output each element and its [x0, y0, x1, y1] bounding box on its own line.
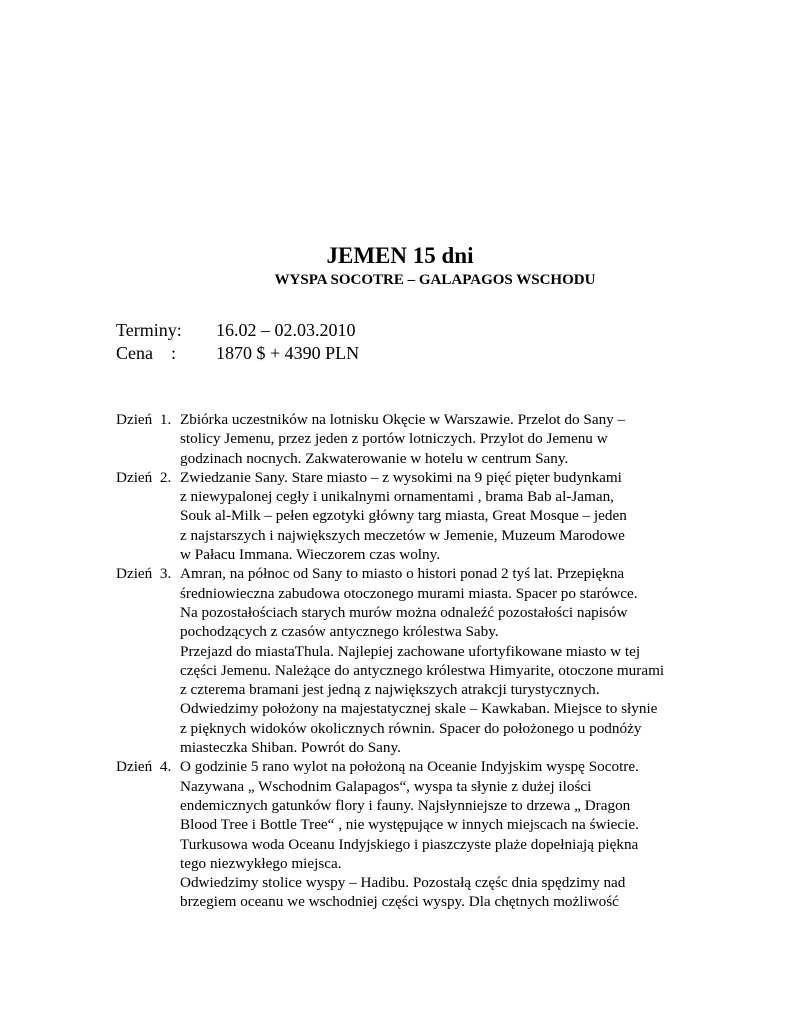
day-text-line: z czterema bramani jest jedną z największych atrakcji turystycznych.: [180, 681, 600, 699]
day-label: Dzień 4.: [116, 758, 172, 776]
itinerary-day: [116, 564, 756, 757]
day-text-line: Odwiedzimy położony na majestatycznej skale – Kawkaban. Miejsce to słynie: [180, 700, 658, 718]
price-value: 1870 $ + 4390 PLN: [216, 343, 360, 363]
day-text-line: części Jemenu. Należące do antycznego królestwa Himyarite, otoczone murami: [180, 661, 665, 679]
day-description: [116, 410, 756, 468]
day-text-line: Zwiedzanie Sany. Stare miasto – z wysokimi na 9 pięć pięter budynkami: [180, 468, 622, 486]
day-text-line: Na pozostałościach starych murów można odnaleźć pozostałości napisów: [180, 603, 628, 621]
terms-label: Terminy:: [116, 320, 182, 340]
day-text-line: godzinach nocnych. Zakwaterowanie w hotelu w centrum Sany.: [180, 449, 569, 467]
day-text-line: endemicznych gatunków flory i fauny. Najsłynniejsze to drzewa „ Dragon: [180, 796, 631, 814]
day-text-line: Odwiedzimy stolice wyspy – Hadibu. Pozostałą częśc dnia spędzimy nad: [180, 874, 626, 892]
day-label: Dzień 2.: [116, 468, 172, 486]
day-text-line: Souk al-Milk – pełen egzotyki główny targ miasta, Great Mosque – jeden: [180, 507, 627, 525]
day-text-line: z najstarszych i największych meczetów w Jemenie, Muzeum Marodowe: [180, 526, 625, 544]
day-description: [116, 757, 756, 911]
itinerary-day: [116, 757, 756, 911]
day-text-line: tego niezwykłego miejsca.: [180, 854, 342, 872]
price-row: [116, 342, 359, 364]
day-text-line: Amran, na północ od Sany to miasto o histori ponad 2 tyś lat. Przepiękna: [180, 565, 625, 583]
day-description: [116, 468, 756, 564]
day-text-line: Przejazd do miastaThula. Najlepiej zachowane ufortyfikowane miasto w tej: [180, 642, 641, 660]
day-text-line: Zbiórka uczestników na lotnisku Okęcie w Warszawie. Przelot do Sany –: [180, 411, 626, 428]
day-text-line: brzegiem oceanu we wschodniej części wyspy. Dla chętnych możliwość: [180, 893, 619, 911]
day-label: Dzień 3.: [116, 565, 172, 583]
terms-value: 16.02 – 02.03.2010: [216, 320, 356, 340]
itinerary: [116, 410, 756, 912]
day-text-line: Nazywana „ Wschodnim Galapagos“, wyspa ta słynie z dużej ilości: [180, 777, 592, 795]
day-text-line: średniowieczna zabudowa otoczonego murami miasta. Spacer po starówce.: [180, 584, 638, 602]
day-text-line: miasteczka Shiban. Powrót do Sany.: [180, 739, 401, 757]
price-label: Cena :: [116, 343, 176, 363]
document-subtitle: WYSPA SOCOTRE – GALAPAGOS WSCHODU: [274, 272, 596, 288]
day-text-line: stolicy Jemenu, przez jeden z portów lotniczych. Przylot do Jemenu w: [180, 430, 608, 448]
itinerary-day: [116, 468, 756, 564]
day-label: Dzień 1.: [116, 411, 172, 428]
day-text-line: O godzinie 5 rano wylot na położoną na Oceanie Indyjskim wyspę Socotre.: [180, 758, 639, 776]
day-text-line: z pięknych widoków okolicznych równin. Spacer do położonego u podnóży: [180, 719, 642, 737]
day-description: [116, 564, 756, 757]
itinerary-day: [116, 410, 756, 468]
day-text-line: Turkusowa woda Oceanu Indyjskiego i piaszczyste plaże dopełniają piękna: [180, 835, 639, 853]
day-text-line: pochodzących z czasów antycznego królestwa Saby.: [180, 623, 499, 641]
day-text-line: Blood Tree i Bottle Tree“ , nie występujące w innych miejscach na świecie.: [180, 816, 639, 834]
day-text-line: z niewypalonej cegły i unikalnymi ornamentami , brama Bab al-Jaman,: [180, 488, 614, 506]
day-text-line: w Pałacu Immana. Wieczorem czas wolny.: [180, 546, 441, 564]
document-title: JEMEN 15 dni: [326, 243, 474, 268]
terms-row: [116, 319, 356, 341]
